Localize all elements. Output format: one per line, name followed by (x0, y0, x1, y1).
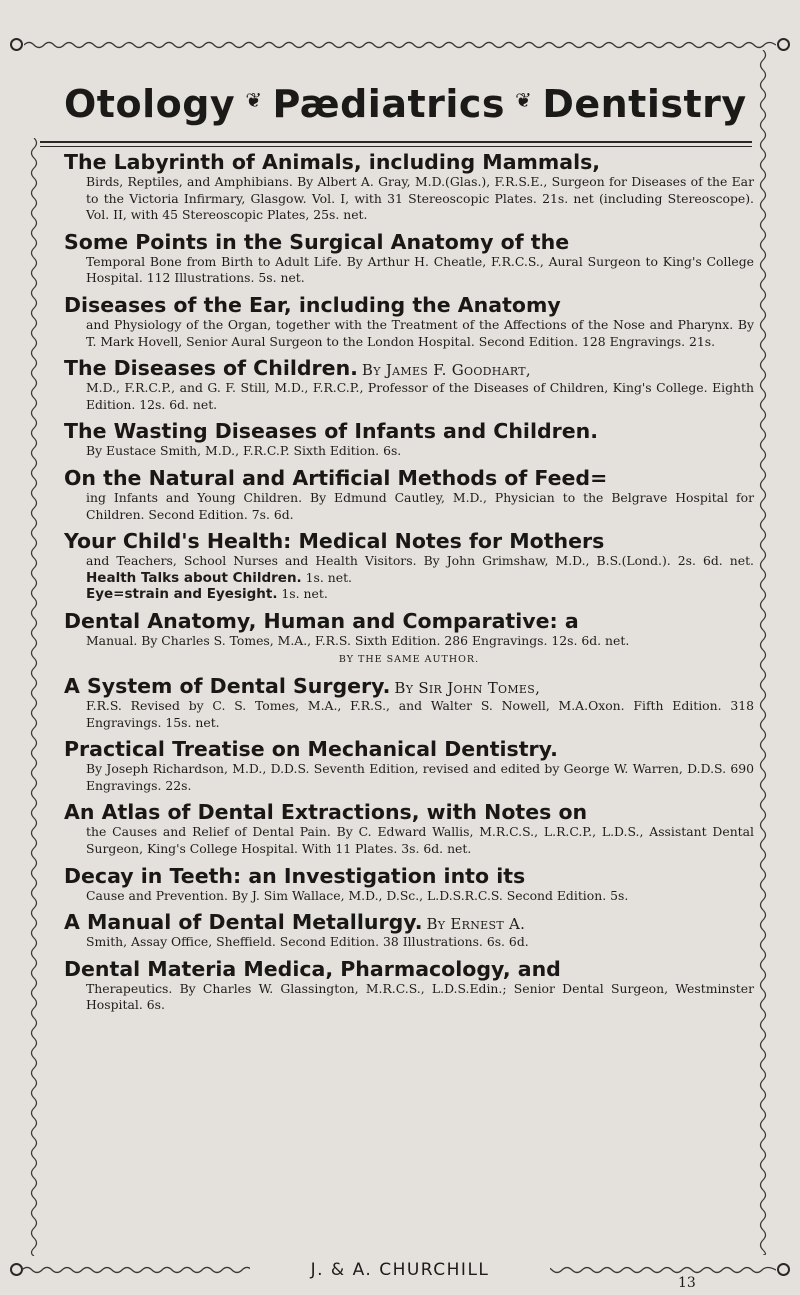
book-description: Temporal Bone from Birth to Adult Life. By Arthur H. Cheatle, F.R.C.S., Aural Surgeon to King's College Hospital. 112 Illustrations. 5s. net. (86, 253, 754, 286)
book-description: and Teachers, School Nurses and Health Visitors. By John Grimshaw, M.D., B.S.(Lond.). 2s. 6d. net. (86, 553, 754, 569)
corner-ornament-top-left (10, 38, 23, 51)
book-title: Your Child's Health: Medical Notes for Mothers (64, 529, 605, 554)
book-description: the Causes and Relief of Dental Pain. By C. Edward Wallis, M.R.C.S., L.R.C.P., L.D.S., Assistant Dental Surgeon, King's College Hospital. With 11 Plates. 3s. 6d. net. (86, 824, 754, 857)
book-description: ing Infants and Young Children. By Edmund Cautley, M.D., Physician to the Belgrave Hospital for Children. Second Edition. 7s. 6d. (86, 489, 754, 522)
book-entry (64, 529, 754, 603)
book-title: Diseases of the Ear, including the Anatomy (64, 292, 561, 317)
book-entry (64, 674, 754, 731)
book-title: Practical Treatise on Mechanical Dentistry. (64, 737, 558, 762)
book-title: Dental Materia Medica, Pharmacology, and (64, 956, 561, 981)
corner-ornament-top-right (777, 38, 790, 51)
book-description: M.D., F.R.C.P., and G. F. Still, M.D., F.R.C.P., Professor of the Diseases of Children, King's College. Eighth Edition. 12s. 6d. net. (86, 380, 754, 412)
book-author-inline: By James F. Goodhart, (361, 361, 531, 380)
book-entry (64, 356, 754, 413)
book-title: An Atlas of Dental Extractions, with Notes on (64, 800, 588, 825)
book-title: The Diseases of Children. (64, 356, 358, 381)
title-paediatrics: Pædiatrics (272, 82, 506, 126)
page-title (64, 82, 764, 138)
leaf-ornament-icon: ❦ (245, 88, 263, 112)
book-entry (64, 150, 754, 224)
related-price: 1s. net. (281, 586, 328, 602)
title-dentistry: Dentistry (542, 82, 747, 126)
book-description: Smith, Assay Office, Sheffield. Second Edition. 38 Illustrations. 6s. 6d. (86, 934, 529, 950)
book-description: Birds, Reptiles, and Amphibians. By Albert A. Gray, M.D.(Glas.), F.R.S.E., Surgeon for Diseases of the Ear to the Victoria Infirmary, Glasgow. Vol. I, with 31 Stereoscopic Plates. 21s. net (including Stereoscope). Vol. II, with 45 Stereoscopic Plates, 25s. net. (86, 174, 754, 223)
book-author-inline: By Sir John Tomes, (394, 679, 541, 698)
book-description: Manual. By Charles S. Tomes, M.A., F.R.S. Sixth Edition. 286 Engravings. 12s. 6d. net. (86, 632, 630, 648)
same-author-byline: BY THE SAME AUTHOR. (338, 653, 480, 665)
book-title: Some Points in the Surgical Anatomy of the (64, 229, 570, 254)
book-entry (64, 293, 754, 350)
book-title: Decay in Teeth: an Investigation into its (64, 863, 526, 888)
book-entry (64, 910, 754, 951)
related-title: Health Talks about Children. (86, 569, 302, 586)
book-entry (64, 864, 754, 905)
book-entry (64, 957, 754, 1014)
book-title: The Labyrinth of Animals, including Mammals, (64, 150, 601, 174)
leaf-ornament-icon: ❦ (515, 88, 533, 112)
header-rule-thin (40, 146, 752, 147)
book-description: F.R.S. Revised by C. S. Tomes, M.A., F.R.S., and Walter S. Nowell, M.A.Oxon. Fifth Edition. 318 Engravings. 15s. net. (86, 698, 754, 730)
book-list (64, 150, 754, 1020)
page-number: 13 (678, 1275, 696, 1291)
title-otology: Otology (64, 82, 236, 126)
book-description: Therapeutics. By Charles W. Glassington, M.R.C.S., L.D.S.Edin.; Senior Dental Surgeon, Westminster Hospital. 6s. (86, 980, 754, 1013)
wavy-border-left (28, 138, 40, 1256)
book-description: By Eustace Smith, M.D., F.R.C.P. Sixth Edition. 6s. (86, 443, 402, 459)
book-title: The Wasting Diseases of Infants and Children. (64, 419, 599, 444)
related-price: 1s. net. (305, 569, 352, 585)
book-title: A System of Dental Surgery. (64, 674, 391, 699)
book-title: Dental Anatomy, Human and Comparative: a (64, 608, 579, 633)
book-description: By Joseph Richardson, M.D., D.D.S. Seventh Edition, revised and edited by George W. Warren, D.D.S. 690 Engravings. 22s. (86, 761, 754, 793)
book-title: A Manual of Dental Metallurgy. (64, 910, 423, 935)
book-entry (64, 466, 754, 523)
related-title: Eye=strain and Eyesight. (86, 586, 278, 603)
book-entry (64, 800, 754, 857)
corner-ornament-bottom-right (777, 1263, 790, 1276)
book-description: Cause and Prevention. By J. Sim Wallace, M.D., D.Sc., L.D.S.R.C.S. Second Edition. 5s. (86, 887, 629, 903)
book-author-inline: By Ernest A. (426, 915, 526, 934)
book-title: On the Natural and Artificial Methods of Feed= (64, 465, 608, 490)
wavy-border-top (24, 40, 776, 50)
book-entry (64, 737, 754, 794)
book-description: and Physiology of the Organ, together with the Treatment of the Affections of the Nose and Pharynx. By T. Mark Hovell, Senior Aural Surgeon to the London Hospital. Second Edition. 128 Engravings. 21s. (86, 316, 754, 349)
header-rule-thick (40, 141, 752, 143)
book-entry (64, 609, 754, 668)
wavy-border-right (757, 50, 769, 1255)
book-entry (64, 419, 754, 460)
publisher-name: J. & A. CHURCHILL (250, 1258, 550, 1282)
book-description-block (86, 553, 754, 603)
book-entry (64, 230, 754, 287)
